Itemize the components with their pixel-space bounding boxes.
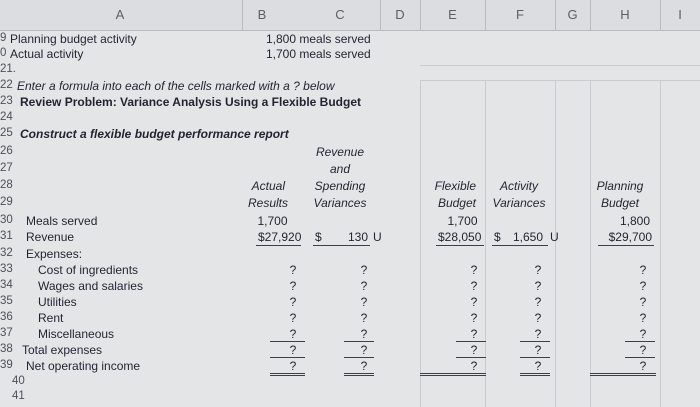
flexible-revenue[interactable]: $28,050	[438, 230, 482, 244]
row-30	[0, 214, 700, 230]
row-9	[0, 32, 700, 48]
planning-utilities-cell[interactable]: ?	[639, 295, 647, 309]
header-activity[interactable]: Activity	[499, 179, 538, 193]
row-number[interactable]: 34	[0, 279, 13, 291]
actual-ingredients-cell[interactable]: ?	[289, 263, 297, 277]
row-number[interactable]: 38	[0, 343, 13, 355]
activity-ingredients-cell[interactable]: ?	[534, 263, 542, 277]
header-planning[interactable]: Planning	[596, 179, 644, 193]
report-heading[interactable]: Construct a flexible budget performance report	[20, 127, 289, 141]
row-number[interactable]: 36	[0, 311, 13, 323]
row-10	[0, 47, 700, 63]
column-header-i[interactable]: I	[678, 7, 682, 22]
spending-variance-flag[interactable]: U	[373, 230, 382, 244]
planning-misc-cell[interactable]: ?	[639, 327, 647, 341]
miscellaneous-label[interactable]: Miscellaneous	[38, 327, 115, 341]
actual-activity-label[interactable]: Actual activity	[10, 47, 84, 61]
rent-label[interactable]: Rent	[38, 311, 64, 325]
spending-wages-cell[interactable]: ?	[360, 279, 368, 293]
activity-utilities-cell[interactable]: ?	[534, 295, 542, 309]
header-flexible[interactable]: Flexible	[434, 179, 476, 193]
row-23	[0, 95, 700, 111]
row-number[interactable]: 27	[0, 162, 13, 174]
flexible-ingredients-cell[interactable]: ?	[470, 263, 478, 277]
flexible-wages-cell[interactable]: ?	[470, 279, 478, 293]
row-number[interactable]: 41	[12, 390, 25, 402]
row-number[interactable]: 26	[0, 145, 13, 157]
row-34	[0, 279, 700, 295]
spending-misc-cell[interactable]: ?	[360, 327, 368, 341]
column-header-a[interactable]: A	[115, 7, 125, 22]
row-number[interactable]: 35	[0, 295, 13, 307]
row-31	[0, 230, 700, 246]
actual-misc-cell[interactable]: ?	[289, 327, 297, 341]
row-32	[0, 247, 700, 263]
row-33	[0, 263, 700, 279]
row-number[interactable]: 28	[0, 179, 13, 191]
actual-noi-cell[interactable]: ?	[289, 359, 297, 373]
cost-of-ingredients-label[interactable]: Cost of ingredients	[38, 263, 139, 277]
header-variances[interactable]: Variances	[313, 196, 367, 210]
meals-served-label[interactable]: Meals served	[26, 214, 98, 228]
row-number[interactable]: 29	[0, 196, 13, 208]
row-35	[0, 295, 700, 311]
row-number[interactable]: 9	[0, 32, 7, 44]
flexible-total-expenses-cell[interactable]: ?	[470, 343, 478, 357]
utilities-label[interactable]: Utilities	[38, 295, 77, 309]
activity-dollar: $	[494, 230, 501, 244]
row-40	[0, 375, 700, 391]
actual-revenue[interactable]: $27,920	[258, 230, 302, 244]
activity-total-expenses-cell[interactable]: ?	[534, 343, 542, 357]
column-header-bar	[0, 0, 700, 31]
actual-wages-cell[interactable]: ?	[289, 279, 297, 293]
row-number[interactable]: 39	[0, 359, 13, 371]
revenue-label[interactable]: Revenue	[26, 230, 75, 244]
header-budget[interactable]: Budget	[437, 196, 476, 210]
row-29	[0, 196, 700, 212]
spending-ingredients-cell[interactable]: ?	[360, 263, 368, 277]
activity-wages-cell[interactable]: ?	[534, 279, 542, 293]
column-header-d[interactable]: D	[395, 7, 405, 22]
header-actual[interactable]: Actual	[251, 179, 285, 193]
flexible-meals[interactable]: 1,700	[447, 214, 478, 228]
flexible-misc-cell[interactable]: ?	[470, 327, 478, 341]
planning-ingredients-cell[interactable]: ?	[639, 263, 647, 277]
column-header-h[interactable]: H	[620, 7, 630, 22]
row-number[interactable]: 25	[0, 127, 13, 139]
planning-noi-cell[interactable]: ?	[639, 359, 647, 373]
column-header-e[interactable]: E	[448, 7, 457, 22]
header-and[interactable]: and	[329, 162, 351, 176]
header-planning-budget[interactable]: Budget	[600, 196, 640, 210]
activity-variance-revenue[interactable]: 1,650	[512, 230, 543, 244]
row-24	[0, 111, 700, 127]
column-header-f[interactable]: F	[516, 7, 524, 22]
row-number[interactable]: 37	[0, 327, 13, 339]
header-results[interactable]: Results	[247, 196, 288, 210]
row-number[interactable]: 23	[0, 95, 13, 107]
row-26	[0, 145, 700, 161]
header-activity-variances[interactable]: Variances	[492, 196, 546, 210]
activity-rent-cell[interactable]: ?	[534, 311, 542, 325]
planning-wages-cell[interactable]: ?	[639, 279, 647, 293]
row-36	[0, 311, 700, 327]
flexible-utilities-cell[interactable]: ?	[470, 295, 478, 309]
spending-utilities-cell[interactable]: ?	[360, 295, 368, 309]
spending-rent-cell[interactable]: ?	[360, 311, 368, 325]
row-27	[0, 162, 700, 178]
header-spending[interactable]: Spending	[314, 179, 366, 193]
planning-meals[interactable]: 1,800	[619, 214, 650, 228]
planning-total-expenses-cell[interactable]: ?	[639, 343, 647, 357]
planning-activity-value[interactable]: 1,800 meals served	[266, 32, 371, 46]
row-number[interactable]: 22	[0, 79, 13, 91]
row-number[interactable]: 33	[0, 263, 13, 275]
column-header-b[interactable]: B	[257, 7, 267, 22]
spending-variance-revenue[interactable]: 130	[347, 230, 368, 244]
total-expenses-label[interactable]: Total expenses	[22, 343, 103, 357]
header-revenue[interactable]: Revenue	[315, 145, 365, 159]
review-problem-title[interactable]: Review Problem: Variance Analysis Using a Flexible Budget	[20, 95, 362, 109]
row-number[interactable]: 21.	[0, 63, 16, 75]
spending-noi-cell[interactable]: ?	[360, 359, 368, 373]
column-header-g[interactable]: G	[567, 7, 578, 22]
wages-label[interactable]: Wages and salaries	[38, 279, 143, 293]
spending-total-expenses-cell[interactable]: ?	[360, 343, 368, 357]
row-41	[0, 390, 700, 406]
instruction-text[interactable]: Enter a formula into each of the cells marked with a ? below	[17, 79, 335, 93]
flexible-noi-cell[interactable]: ?	[470, 359, 478, 373]
row-number[interactable]: 30	[0, 214, 13, 226]
row-25	[0, 127, 700, 143]
expenses-label[interactable]: Expenses:	[26, 247, 83, 261]
actual-utilities-cell[interactable]: ?	[289, 295, 297, 309]
actual-total-expenses-cell[interactable]: ?	[289, 343, 297, 357]
row-number[interactable]: 40	[12, 375, 25, 387]
row-number[interactable]: 31	[0, 230, 13, 242]
net-operating-income-label[interactable]: Net operating income	[26, 359, 141, 373]
row-22	[0, 79, 700, 95]
row-number[interactable]: 0	[0, 47, 7, 59]
actual-rent-cell[interactable]: ?	[289, 311, 297, 325]
row-28	[0, 179, 700, 195]
actual-meals[interactable]: 1,700	[257, 214, 288, 228]
planning-revenue[interactable]: $29,700	[608, 230, 652, 244]
flexible-rent-cell[interactable]: ?	[470, 311, 478, 325]
activity-misc-cell[interactable]: ?	[534, 327, 542, 341]
planning-rent-cell[interactable]: ?	[639, 311, 647, 325]
actual-activity-value[interactable]: 1,700 meals served	[266, 47, 371, 61]
row-number[interactable]: 24	[0, 111, 13, 123]
activity-variance-flag[interactable]: U	[550, 230, 559, 244]
activity-noi-cell[interactable]: ?	[534, 359, 542, 373]
column-header-c[interactable]: C	[335, 7, 345, 22]
planning-activity-label[interactable]: Planning budget activity	[10, 32, 137, 46]
row-number[interactable]: 32	[0, 247, 13, 259]
row-21	[0, 63, 700, 79]
spending-dollar: $	[315, 230, 322, 244]
